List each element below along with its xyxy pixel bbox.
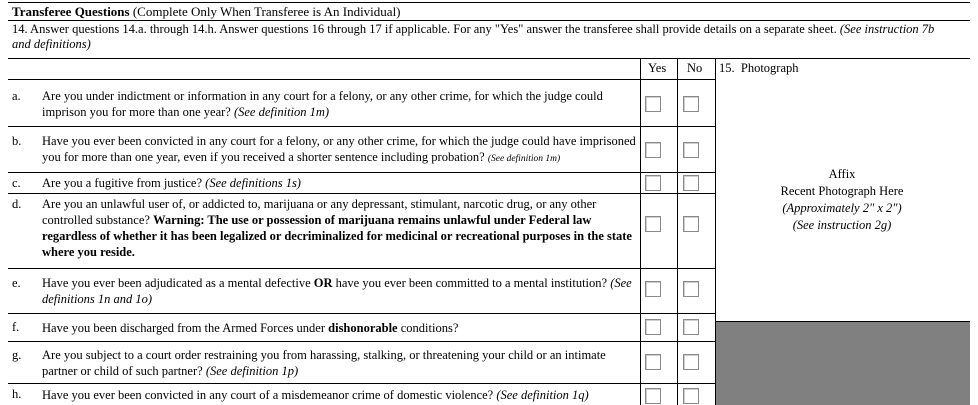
question-h-yes-checkbox[interactable] <box>645 388 661 404</box>
instruction-14 <box>12 22 952 52</box>
question-c <box>42 175 637 191</box>
question-letter-e: e. <box>12 276 21 290</box>
photo-instruction-text: (See instruction 2g) <box>792 218 892 232</box>
question-h-text: Have you ever been convicted in any court of a misdemeanor crime of domestic violence? <box>42 388 497 402</box>
photo-recent-label: Recent Photograph Here <box>780 184 904 198</box>
question-d-no-checkbox[interactable] <box>683 216 699 232</box>
question-h <box>42 387 637 403</box>
question-b <box>42 133 637 167</box>
top-rule <box>8 2 970 3</box>
question-d <box>42 196 637 260</box>
question-letter-a: a. <box>12 89 21 103</box>
instruction-ref: (See instruction 7b and definitions) <box>12 22 935 51</box>
question-b-text: Have you ever been convicted in any court for a felony, or any other crime, for which the judge could have imprisoned you for more than one year, even if you received a shorter sentence including probation? <box>42 134 636 164</box>
question-c-no-checkbox[interactable] <box>683 175 699 191</box>
question-g-yes-checkbox[interactable] <box>645 354 661 370</box>
column-header-rule <box>8 79 715 80</box>
row-rule-b <box>8 172 715 173</box>
question-letter-h: h. <box>12 387 22 401</box>
question-d-text: Are you an unlawful user of, or addicted to, marijuana or any depressant, stimulant, narcotic drug, or any other controlled substance? <box>42 197 597 227</box>
question-f-text-post: conditions? <box>397 321 459 335</box>
section-title-rest: (Complete Only When Transferee is An Individual) <box>132 4 401 19</box>
table-top-rule <box>8 58 970 59</box>
header-rule <box>8 20 970 21</box>
no-column-header: No <box>687 61 703 75</box>
question-letter-f: f. <box>12 320 20 334</box>
photo-size-label <box>716 200 968 217</box>
row-rule-g <box>8 383 715 384</box>
row-rule-f <box>8 341 715 342</box>
question-b-no-checkbox[interactable] <box>683 142 699 158</box>
question-a-text: Are you under indictment or information in any court for a felony, or any other crime, for which the judge could imprison you for more than one year? <box>42 89 603 119</box>
question-g-text: Are you subject to a court order restraining you from harassing, stalking, or threatening your child or an intimate partner or child of such partner? <box>42 348 606 378</box>
question-f <box>42 320 637 336</box>
section-title-bold: Transferee Questions <box>12 4 130 19</box>
photograph-header <box>719 61 799 76</box>
question-b-ref: (See definition 1m) <box>487 154 561 164</box>
question-c-ref: (See definitions 1s) <box>205 176 301 190</box>
instruction-text: 14. Answer questions 14.a. through 14.h. Answer questions 16 through 17 if applicable. For any "Yes" answer the transferee shall provide details on a separate sheet. <box>12 22 840 36</box>
question-f-yes-checkbox[interactable] <box>645 319 661 335</box>
photo-affix-label: Affix <box>828 167 856 181</box>
question-letter-d: d. <box>12 197 22 211</box>
question-f-dishonorable: dishonorable <box>328 321 398 335</box>
question-e-or: OR <box>313 276 333 290</box>
question-h-no-checkbox[interactable] <box>683 388 699 404</box>
question-a-ref: (See definition 1m) <box>233 105 330 119</box>
question-g <box>42 347 637 379</box>
row-rule-a <box>8 126 715 127</box>
question-c-yes-checkbox[interactable] <box>645 175 661 191</box>
question-g-ref: (See definition 1p) <box>205 364 299 378</box>
question-letter-g: g. <box>12 348 22 362</box>
photo-instruction-ref <box>716 217 968 234</box>
photograph-number: 15. <box>719 61 735 75</box>
question-d-yes-checkbox[interactable] <box>645 216 661 232</box>
question-c-text: Are you a fugitive from justice? <box>42 176 206 190</box>
yes-column-header: Yes <box>648 61 667 75</box>
question-e-text-pre: Have you ever been adjudicated as a mental defective <box>42 276 314 290</box>
question-g-no-checkbox[interactable] <box>683 354 699 370</box>
question-e-yes-checkbox[interactable] <box>645 281 661 297</box>
question-e-ref: (See definitions 1n and 1o) <box>42 276 632 306</box>
question-f-text-pre: Have you been discharged from the Armed Forces under <box>42 321 329 335</box>
question-e-text-post: have you ever been committed to a mental institution? <box>332 276 611 290</box>
row-rule-d <box>8 268 715 269</box>
row-rule-c <box>8 193 715 194</box>
question-f-no-checkbox[interactable] <box>683 319 699 335</box>
question-h-ref: (See definition 1q) <box>496 388 589 402</box>
question-d-warning: Warning: The use or possession of marijuana remains unlawful under Federal law regardless of whether it has been legalized or decriminalized for medicinal or recreational purposes in the state where you reside. <box>42 213 632 259</box>
photograph-label: Photograph <box>740 61 799 75</box>
yes-no-col-rule <box>677 58 678 405</box>
photo-instructions <box>716 166 968 234</box>
question-e-no-checkbox[interactable] <box>683 281 699 297</box>
yes-col-left-rule <box>640 58 641 405</box>
question-a-yes-checkbox[interactable] <box>645 96 661 112</box>
question-letter-b: b. <box>12 134 22 148</box>
photo-shaded-area <box>716 322 970 405</box>
section-title <box>12 4 401 20</box>
photo-size-text: (Approximately 2" x 2") <box>782 201 902 215</box>
question-a-no-checkbox[interactable] <box>683 96 699 112</box>
question-a <box>42 88 637 120</box>
row-rule-e <box>8 313 715 314</box>
question-letter-c: c. <box>12 176 21 190</box>
question-e <box>42 275 637 307</box>
question-b-yes-checkbox[interactable] <box>645 142 661 158</box>
